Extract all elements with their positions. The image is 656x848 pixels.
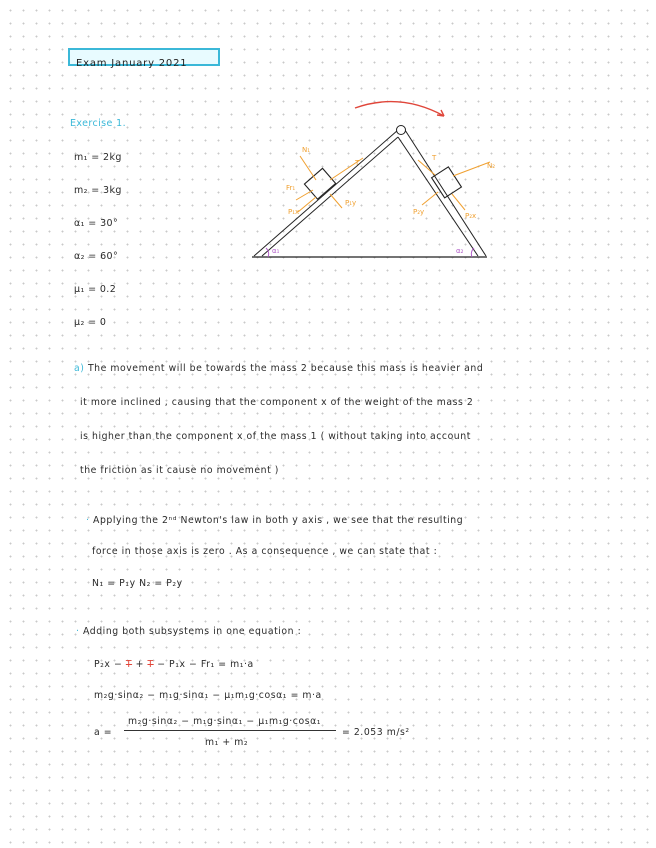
label-fr1: Fr₁ [286, 184, 296, 192]
given-m2: m₂ = 3kg [74, 185, 122, 196]
label-p2x: P₂x [465, 212, 477, 220]
force-p1y-arrow [330, 194, 342, 208]
exercise-label: Exercise 1. [70, 118, 127, 129]
eq-3-denominator: m₁ + m₂ [205, 737, 249, 748]
label-t1: T [355, 159, 360, 167]
given-mu2: μ₂ = 0 [74, 317, 107, 328]
section-a-line-4: the friction as it cause no movement ) [80, 465, 279, 476]
section-a-marker: a) [74, 363, 85, 374]
newton-equation: N₁ = P₁y N₂ = P₂y [92, 578, 183, 589]
force-n2-arrow [453, 162, 490, 176]
incline-right-inner [398, 137, 478, 256]
newton-line-2: force in those axis is zero . As a consequence , we can state that : [92, 546, 438, 557]
newton-line-1: · Applying the 2ⁿᵈ Newton's law in both y axis , we see that the resulting [86, 515, 464, 526]
label-n2: N₂ [487, 162, 496, 170]
label-t2: T [432, 154, 437, 162]
pulley [397, 126, 406, 135]
label-alpha2: α₂ [456, 247, 464, 255]
eq-3-lhs: a = [94, 727, 113, 738]
adding-eq-1: P₂x − T + T − P₁x − Fr₁ = m₁·a [94, 659, 254, 670]
given-alpha1: α₁ = 30° [74, 218, 119, 229]
label-p1x: P₁x [288, 208, 300, 216]
rotation-arrow [355, 102, 444, 116]
label-p1y: P₁y [345, 199, 357, 207]
incline-left [254, 130, 398, 256]
force-p2x-arrow [452, 194, 465, 210]
force-fr1-arrow [296, 190, 313, 200]
adding-eq-2: m₂g·sinα₂ − m₁g·sinα₁ − μ₁m₁g·cosα₁ = m·a [94, 690, 322, 701]
given-alpha2: α₂ = 60° [74, 251, 119, 262]
fraction-bar [124, 730, 336, 731]
eq-3-numerator: m₂g·sinα₂ − m₁g·sinα₁ − μ₁m₁g·cosα₁ [128, 716, 322, 727]
cancelled-t1: T [125, 659, 133, 670]
incline-left-inner [262, 137, 398, 256]
given-mu1: μ₁ = 0.2 [74, 284, 117, 295]
label-p2y: P₂y [413, 208, 425, 216]
force-n1-arrow [300, 156, 316, 180]
cancelled-t2: T [147, 659, 154, 670]
incline-right [405, 130, 486, 256]
section-a-line-1: a) The movement will be towards the mass 2 because this mass is heavier and [74, 363, 484, 374]
label-n1: N₁ [302, 146, 311, 154]
exam-title: Exam January 2021 [76, 58, 188, 69]
adding-intro: · Adding both subsystems in one equation : [76, 626, 302, 637]
force-t2-arrow [418, 160, 435, 175]
section-a-line-2: it more inclined , causing that the component x of the weight of the mass 2 [80, 397, 474, 408]
label-alpha1: α₁ [272, 247, 280, 255]
section-a-line-3: is higher than the component x of the mass 1 ( without taking into account [80, 431, 471, 442]
force-p2y-arrow [422, 192, 438, 205]
given-m1: m₁ = 2kg [74, 152, 122, 163]
eq-3-result: = 2.053 m/s² [342, 727, 410, 738]
